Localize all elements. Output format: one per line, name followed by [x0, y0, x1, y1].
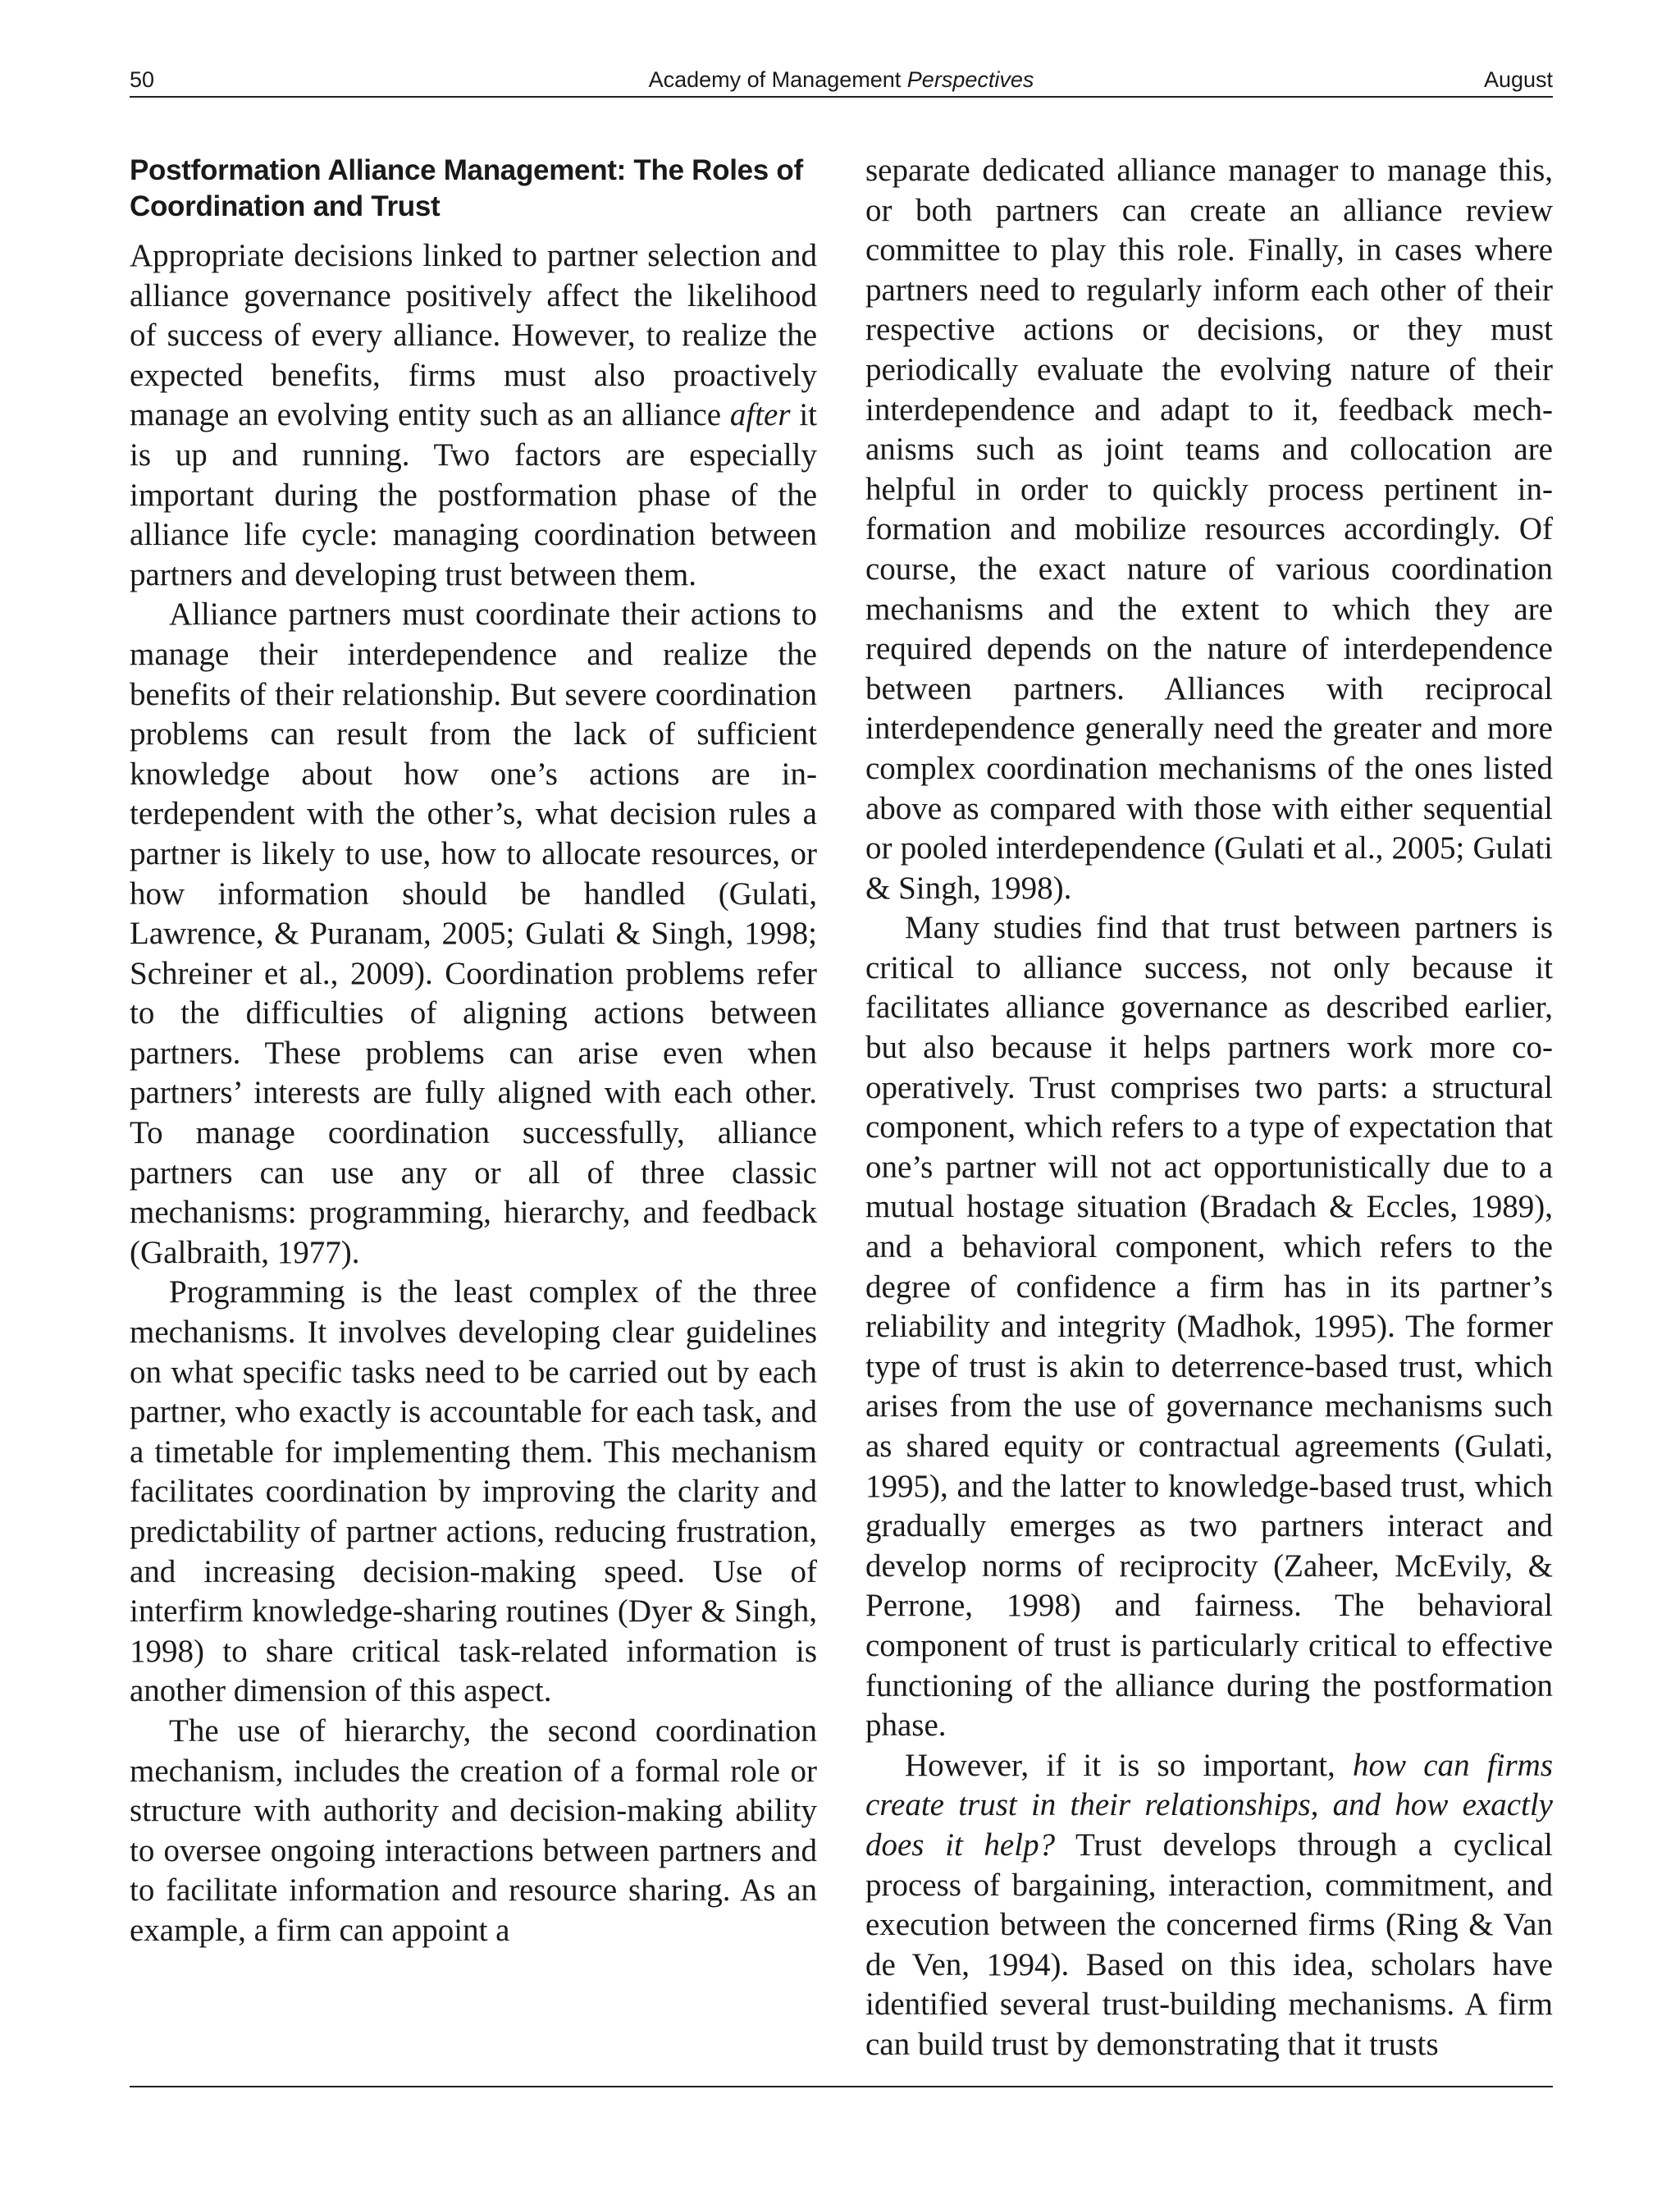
journal-title-prefix: Academy of Management [648, 67, 902, 92]
footer-rule [130, 2086, 1553, 2087]
paragraph-text: it is up and running. Two factors are especially important during the postformation phase of the alliance life cycle: managing coordination between partners and developing trust between them. [130, 397, 818, 592]
paragraph-text: Trust develops through a cyclical process of bargaining, interaction, commitment, and execution between the concerned firms (Ring & Van de Ven, 1994). Based on this idea, scholars have identified several trust-building mechanisms. A firm can build trust by demonstrating that it trusts [865, 1827, 1553, 2062]
paragraph-text: Appropriate decisions linked to partner selection and alliance governance positively affect the likelihood of success of every alliance. However, to realize the expected benefits, firms must also proactively manage an evolving entity such as an alliance [130, 238, 817, 433]
header-rule [130, 96, 1553, 98]
left-column [130, 153, 817, 1951]
journal-title [130, 67, 1553, 93]
issue-month: August [1483, 67, 1553, 92]
paragraph [865, 1746, 1553, 2065]
right-column [865, 151, 1553, 2065]
section-heading: Postformation Alliance Management: The Roles of Coordination and Trust [130, 154, 803, 222]
running-header [130, 61, 1553, 97]
paragraph: Alliance partners must coordinate their actions to manage their interdependence and realize the benefits of their relationship. But severe coordination problems can result from the lack of sufficient knowledge about how one’s actions are interdependent with the other’s, what decision rules a partner is likely to use, how to allocate resources, or how information should be handled (Gulati, Lawrence, & Puranam, 2005; Gulati & Singh, 1998; Schreiner et al., 2009). Coordination problems refer to the difficulties of aligning actions between partners. These problems can arise even when partners’ interests are fully aligned with each other. To manage coordination successfully, alliance partners can use any or all of three classic mechanisms: programming, hierarchy, and feedback (Galbraith, 1977). [130, 597, 817, 1270]
emphasis-text: how can firms create trust in their relationships, and how exactly does it help? [865, 1747, 1554, 1863]
paragraph: Many studies find that trust between partners is critical to alliance success, not only because it facilitates alliance governance as described earlier, but also because it helps partners work more cooperatively. Trust comprises two parts: a structural component, which refers to a type of expectation that one’s partner will not act opportunistically due to a mutual hostage situation (Bradach & Eccles, 1989), and a behavioral component, which refers to the degree of confidence a firm has in its partner’s reliability and integrity (Madhok, 1995). The former type of trust is akin to deterrence-based trust, which arises from the use of governance mechanisms such as shared equity or contractual agreements (Gulati, 1995), and the latter to knowledge-based trust, which gradually emerges as two partners interact and develop norms of reciprocity (Zaheer, McEvily, & Perrone, 1998) and fairness. The behavioral component of trust is particularly critical to effective functioning of the alliance during the postformation phase. [865, 910, 1553, 1744]
page-number: 50 [130, 67, 155, 92]
emphasis-text: after [729, 397, 791, 433]
paragraph: The use of hierarchy, the second coordination mechanism, includes the creation of a formal role or structure with authority and decision-making ability to oversee ongoing interactions between partners and to facilitate information and resource sharing. As an example, a firm can appoint a [130, 1712, 817, 1948]
paragraph: Programming is the least complex of the three mechanisms. It involves developing clear guidelines on what specific tasks need to be carried out by each partner, who exactly is accountable for each task, and a timetable for implementing them. This mechanism facilitates coordination by improving the clarity and predictability of partner actions, reducing frustration, and increasing decision-making speed. Use of interfirm knowledge-sharing routines (Dyer & Singh, 1998) to share critical task-related information is another dimension of this aspect. [130, 1274, 817, 1709]
journal-title-italic: Perspectives [906, 67, 1034, 92]
paragraph [130, 236, 817, 595]
paragraph: separate dedicated alliance manager to manage this, or both partners can create an alliance review committee to play this role. Finally, in cases where partners need to regularly inform each other of their respective actions or decisions, or they must periodically evaluate the evolving nature of their interdependence and adapt to it, feedback mechanisms such as joint teams and collocation are helpful in order to quickly process pertinent information and mobilize resources accordingly. Of course, the exact nature of various coordination mechanisms and the extent to which they are required depends on the nature of interdependence between partners. Alliances with reciprocal interdependence generally need the greater and more complex coordination mechanisms of the ones listed above as compared with those with either sequential or pooled interdependence (Gulati et al., 2005; Gulati & Singh, 1998). [865, 153, 1553, 906]
paragraph-text: However, if it is so important, [905, 1747, 1354, 1783]
